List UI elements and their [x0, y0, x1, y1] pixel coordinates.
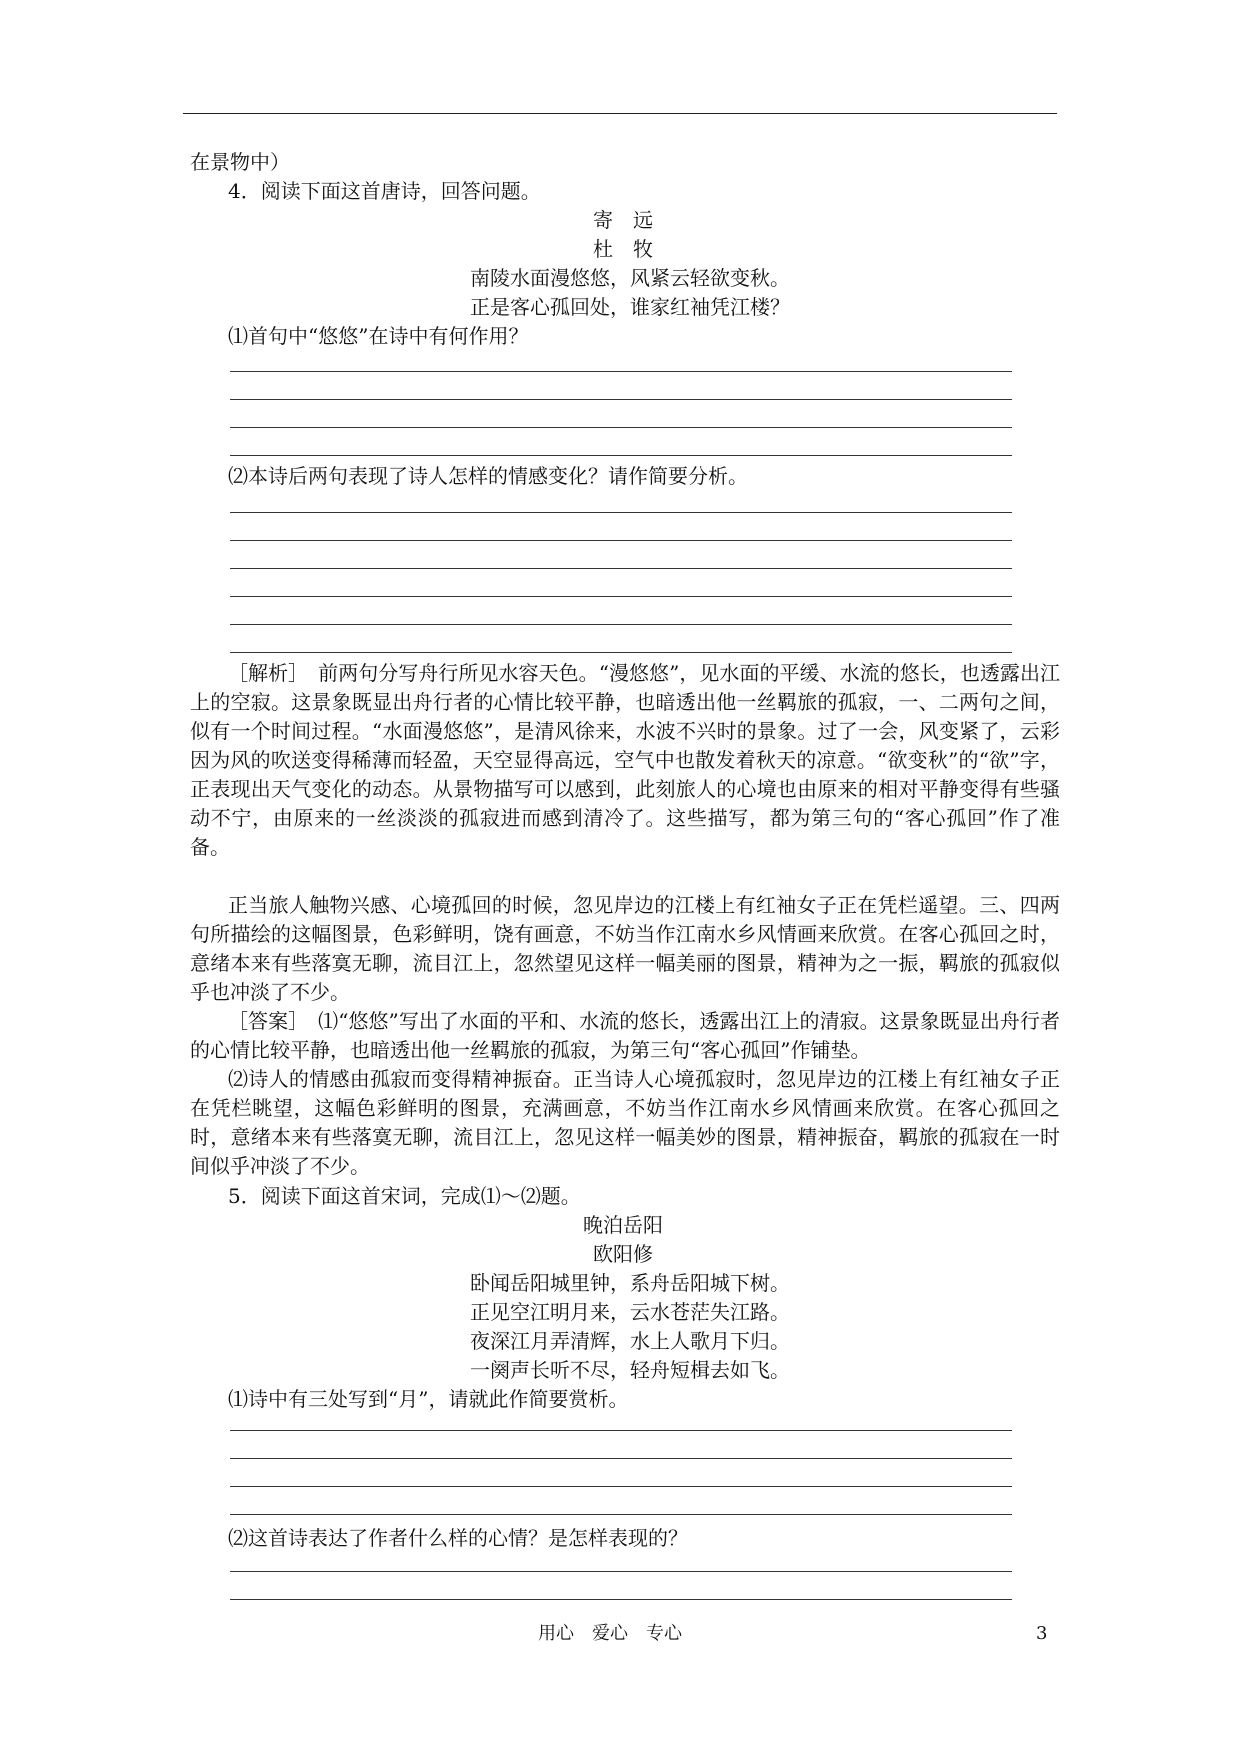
footer-motto: 用心 爱心 专心	[538, 1623, 682, 1644]
answer-line	[230, 596, 1012, 597]
q4-poem-line-2: 正是客心孤回处，谁家红袖凭江楼？	[470, 295, 790, 319]
q5-poem-title: 晚泊岳阳	[583, 1213, 663, 1237]
answer-line	[230, 455, 1012, 456]
answer-line	[230, 1599, 1012, 1600]
q4-prompt: 4．阅读下面这首唐诗，回答问题。	[228, 179, 541, 203]
analysis-paragraph-1: ［解析］ 前两句分写舟行所见水容天色。“漫悠悠”，见水面的平缓、水流的悠长，也透露出江上的空寂。这景象既显出舟行者的心情比较平静，也暗透出他一丝羁旅的孤寂，一、二两句之间，似有一个时间过程。“水面漫悠悠”，是清风徐来，水波不兴时的景象。过了一会，风变紧了，云彩因为风的吹送变得稀薄而轻盈，天空显得高远，空气中也散发着秋天的凉意。“欲变秋”的“欲”字，正表现出天气变化的动态。从景物描写可以感到，此刻旅人的心境也由原来的相对平静变得有些骚动不宁，由原来的一丝淡淡的孤寂进而感到清冷了。这些描写，都为第三句的“客心孤回”作了准备。	[190, 661, 1060, 859]
answer-line	[230, 1430, 1012, 1431]
q4-poem-line-1: 南陵水面漫悠悠，风紧云轻欲变秋。	[470, 266, 790, 290]
q5-poem-line-1: 卧闻岳阳城里钟，系舟岳阳城下树。	[470, 1271, 790, 1295]
q5-poem-line-2: 正见空江明月来，云水苍茫失江路。	[470, 1300, 790, 1324]
intro-tail: 在景物中）	[190, 150, 290, 174]
page-number: 3	[1036, 1623, 1048, 1644]
answer-line	[230, 427, 1012, 428]
answer-paragraph-2: ⑵诗人的情感由孤寂而变得精神振奋。正当诗人心境孤寂时，忽见岸边的江楼上有红袖女子正在凭栏眺望，这幅色彩鲜明的图景，充满画意，不妨当作江南水乡风情画来欣赏。在客心孤回之时，意绪本来有些落寞无聊，流目江上，忽见这样一幅美妙的图景，精神振奋，羁旅的孤寂在一时间似乎冲淡了不少。	[190, 1067, 1060, 1178]
q5-poem-author: 欧阳修	[593, 1242, 653, 1266]
answer-line	[230, 399, 1012, 400]
q5-poem-line-4: 一阕声长听不尽，轻舟短楫去如飞。	[470, 1358, 790, 1382]
answer-line	[230, 371, 1012, 372]
answer-line	[230, 624, 1012, 625]
answer-line	[230, 1486, 1012, 1487]
q5-poem-line-3: 夜深江月弄清辉，水上人歌月下归。	[470, 1329, 790, 1353]
answer-line	[230, 512, 1012, 513]
q4-sub1: ⑴首句中“悠悠”在诗中有何作用？	[228, 324, 529, 348]
q4-sub2: ⑵本诗后两句表现了诗人怎样的情感变化？请作简要分析。	[228, 464, 748, 488]
answer-line	[230, 540, 1012, 541]
q4-poem-author: 杜 牧	[593, 237, 653, 261]
answer-line	[230, 652, 1012, 653]
answer-line	[230, 1571, 1012, 1572]
answer-line	[230, 1514, 1012, 1515]
analysis-paragraph-2: 正当旅人触物兴感、心境孤回的时候，忽见岸边的江楼上有红袖女子正在凭栏遥望。三、四两句所描绘的这幅图景，色彩鲜明，饶有画意，不妨当作江南水乡风情画来欣赏。在客心孤回之时，意绪本来有些落寞无聊，流目江上，忽然望见这样一幅美丽的图景，精神为之一振，羁旅的孤寂似乎也冲淡了不少。	[190, 893, 1060, 1004]
header-rule	[183, 113, 1057, 114]
q5-prompt: 5．阅读下面这首宋词，完成⑴～⑵题。	[228, 1184, 581, 1208]
q5-sub1: ⑴诗中有三处写到“月”，请就此作简要赏析。	[228, 1387, 629, 1411]
answer-line	[230, 568, 1012, 569]
answer-line	[230, 1458, 1012, 1459]
q4-poem-title: 寄 远	[593, 208, 653, 232]
answer-paragraph-1: ［答案］ ⑴“悠悠”写出了水面的平和、水流的悠长，透露出江上的清寂。这景象既显出舟行者的心情比较平静，也暗透出他一丝羁旅的孤寂，为第三句“客心孤回”作铺垫。	[190, 1009, 1060, 1062]
q5-sub2: ⑵这首诗表达了作者什么样的心情？是怎样表现的？	[228, 1526, 688, 1550]
